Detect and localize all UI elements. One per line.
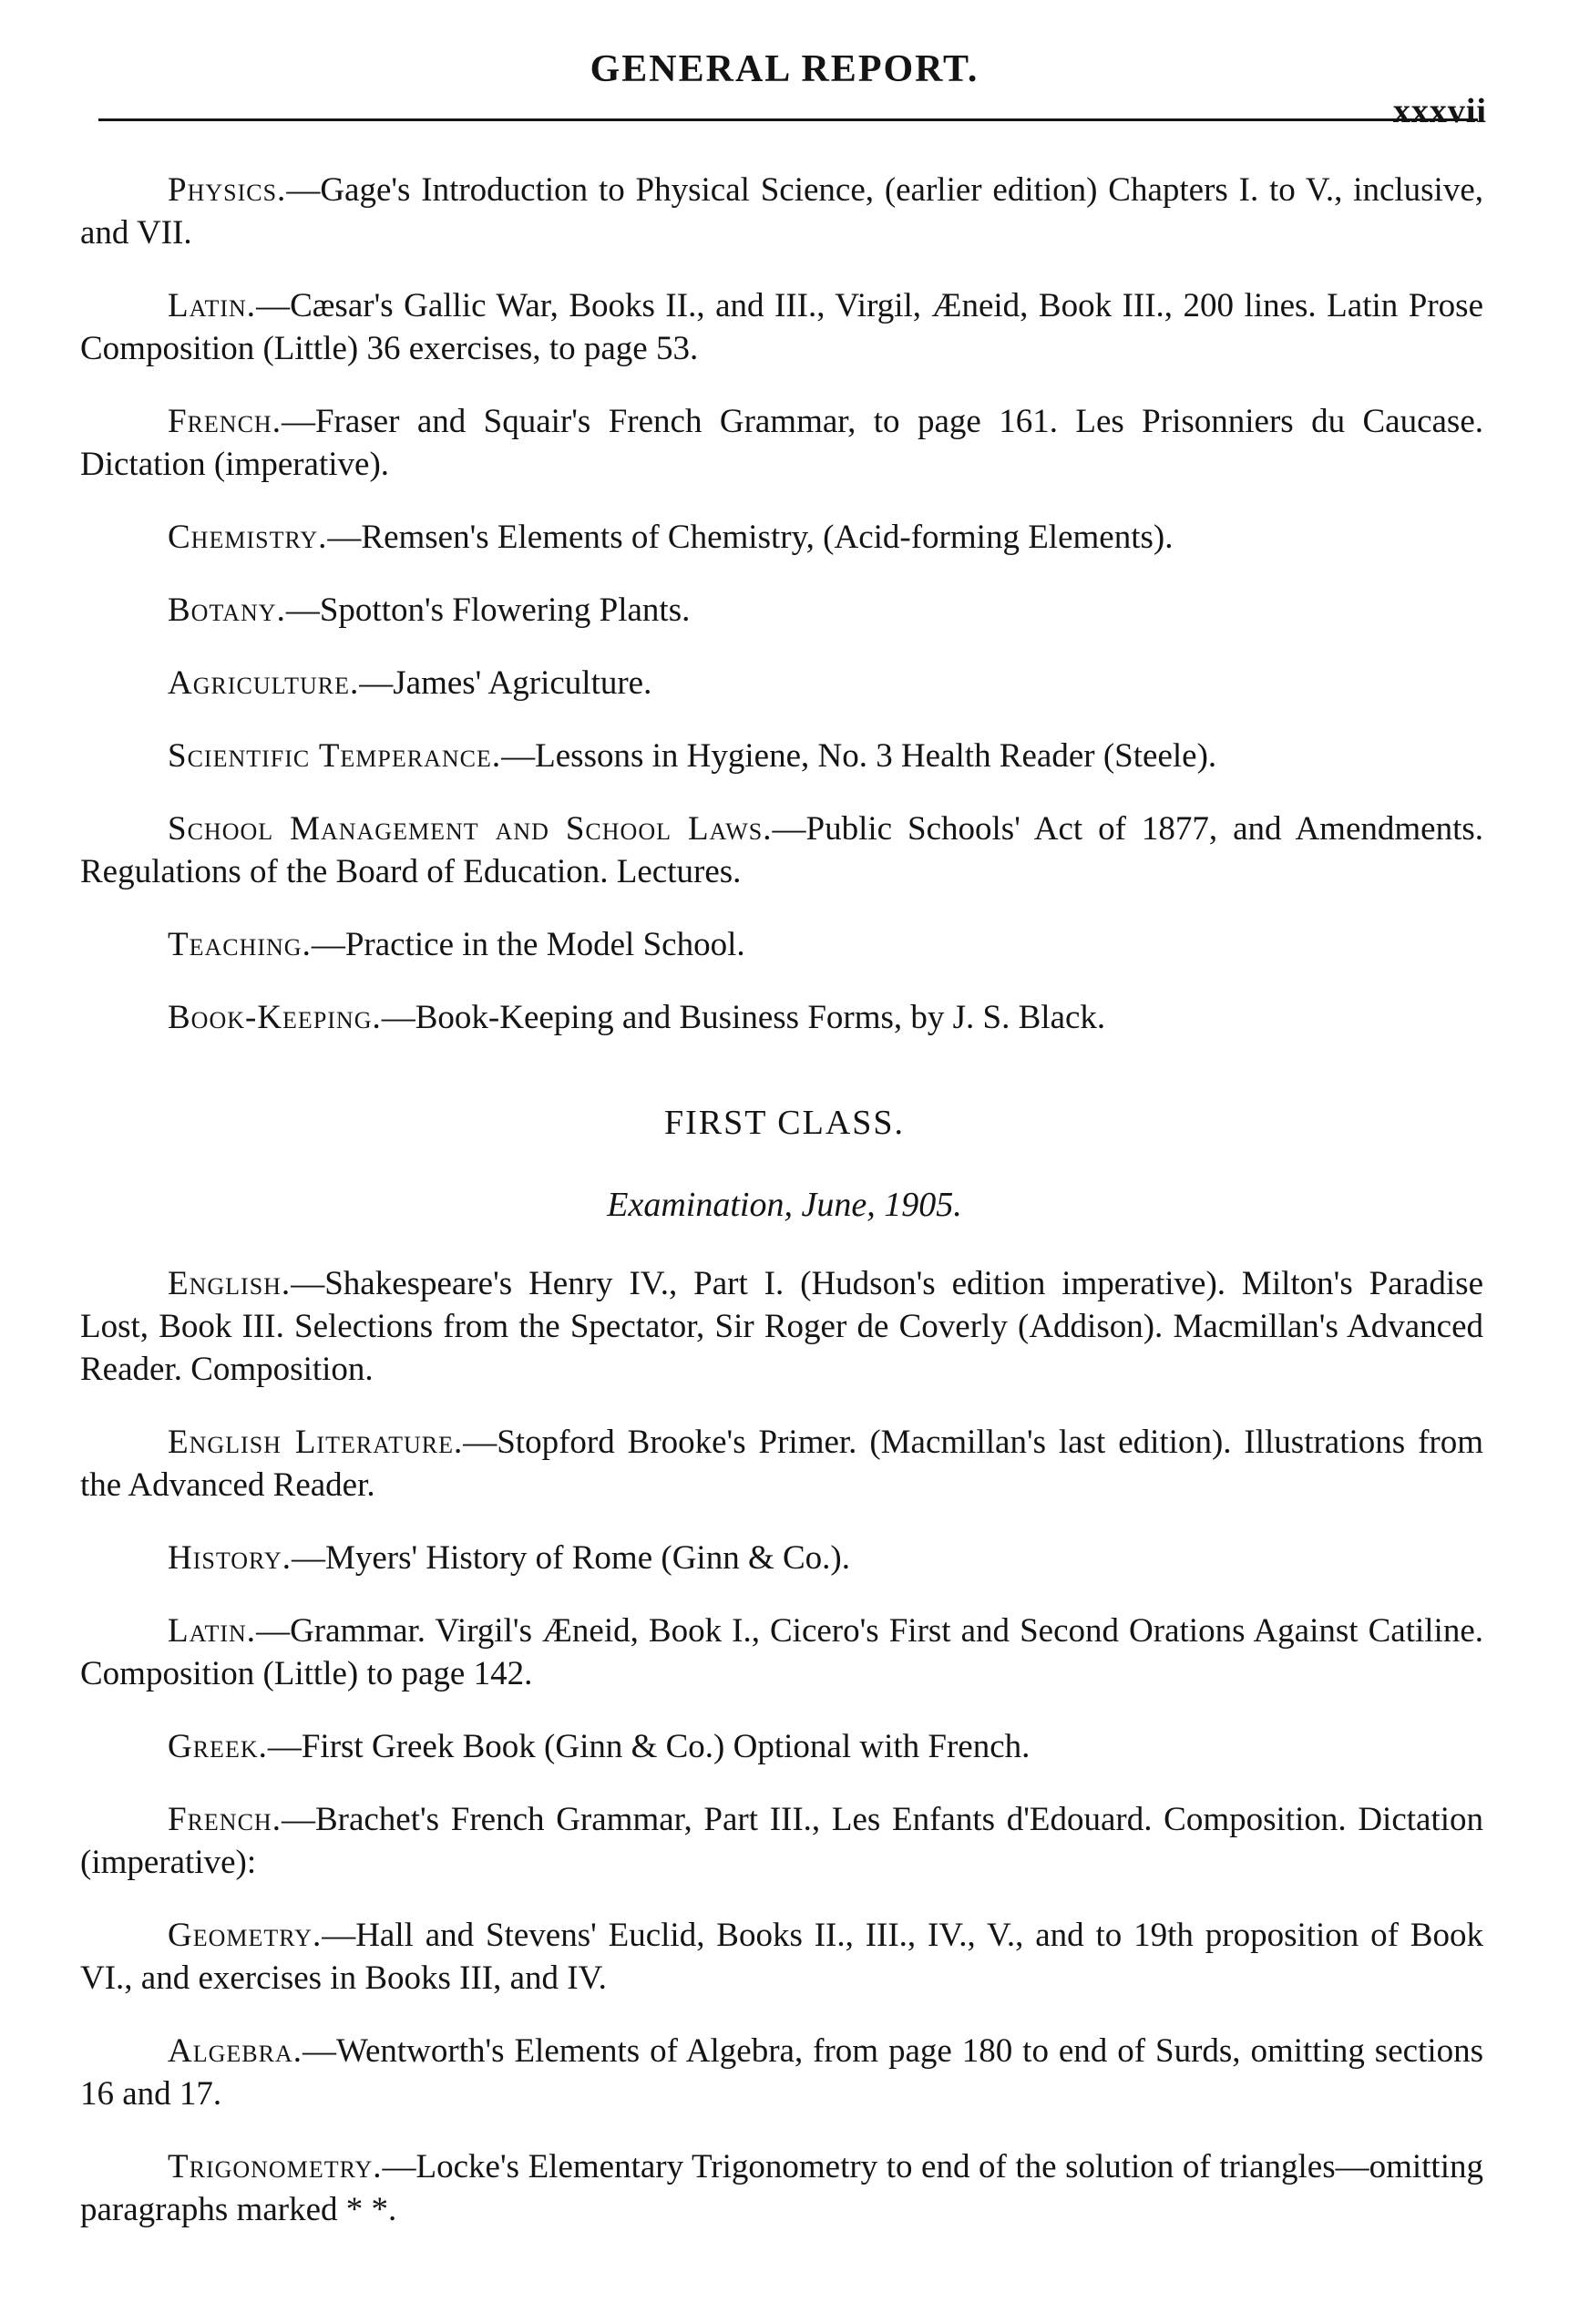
running-title: GENERAL REPORT. [590, 48, 979, 90]
course-list-upper [80, 169, 1483, 1069]
course-text: —Cæsar's Gallic War, Books II., and III., Virgil, Æneid, Book III., 200 lines. Latin Prose Composition (Little) 36 exercises, to page 53. [80, 287, 1483, 367]
course-entry-scientific-temperance [80, 735, 1483, 777]
course-text: —First Greek Book (Ginn & Co.) Optional with French. [267, 1728, 1031, 1765]
running-head [0, 47, 1569, 130]
course-entry-geometry [80, 1914, 1483, 2000]
course-text: —Gage's Introduction to Physical Science, (earlier edition) Chapters I. to V., inclusive, and VII. [80, 171, 1483, 252]
subject-heading: Latin. [168, 287, 257, 324]
course-text: —Shakespeare's Henry IV., Part I. (Hudson's edition imperative). Milton's Paradise Lost, Book III. Selections from the Spectator, Sir Roger de Coverly (Addison). Macmillan's Advanced Reader. Composition. [80, 1265, 1483, 1388]
subject-heading: Physics. [168, 171, 287, 209]
course-text: —Remsen's Elements of Chemistry, (Acid-forming Elements). [327, 519, 1174, 556]
course-text: —Hall and Stevens' Euclid, Books II., III., IV., V., and to 19th proposition of Book VI., and exercises in Books III, and IV. [80, 1917, 1483, 1997]
subject-heading: French. [168, 403, 282, 440]
course-entry-latin [80, 1609, 1483, 1695]
course-text: —Grammar. Virgil's Æneid, Book I., Cicero's First and Second Orations Against Catiline. Composition (Little) to page 142. [80, 1612, 1483, 1692]
course-text: —Wentworth's Elements of Algebra, from page 180 to end of Surds, omitting sections 16 and 17. [80, 2032, 1483, 2113]
course-text: —Book-Keeping and Business Forms, by J. S. Black. [381, 999, 1106, 1036]
subject-heading: Greek. [168, 1728, 268, 1765]
course-entry-agriculture [80, 662, 1483, 704]
subject-heading: English Literature. [168, 1424, 464, 1461]
course-text: —Fraser and Squair's French Grammar, to page 161. Les Prisonniers du Caucase. Dictation (imperative). [80, 403, 1483, 483]
course-text: —Practice in the Model School. [311, 926, 745, 963]
subject-heading: Agriculture. [168, 664, 360, 702]
subject-heading: Latin. [168, 1612, 257, 1650]
course-entry-greek [80, 1725, 1483, 1768]
subject-heading: History. [168, 1539, 292, 1577]
course-text: —Myers' History of Rome (Ginn & Co.). [291, 1539, 850, 1577]
course-entry-algebra [80, 2030, 1483, 2115]
course-entry-school-management [80, 807, 1483, 893]
subject-heading: Algebra. [168, 2032, 303, 2070]
course-text: —Stopford Brooke's Primer. (Macmillan's last edition). Illustrations from the Advanced Reader. [80, 1424, 1484, 1504]
course-text: —Brachet's French Grammar, Part III., Les Enfants d'Edouard. Composition. Dictation (imperative): [80, 1801, 1483, 1881]
subject-heading: Scientific Temperance. [168, 737, 502, 775]
subject-heading: French. [168, 1801, 282, 1838]
page-number: xxxvii [1392, 92, 1487, 130]
subject-heading: Trigonometry. [168, 2148, 383, 2185]
exam-date: Examination, June, 1905. [607, 1186, 962, 1224]
course-entry-french [80, 1798, 1483, 1884]
subject-heading: School Management and School Laws. [168, 810, 773, 848]
course-entry-chemistry [80, 516, 1483, 559]
course-list-first-class [80, 1262, 1483, 2261]
section-heading: FIRST CLASS. [663, 1104, 906, 1142]
course-text: —Locke's Elementary Trigonometry to end of the solution of triangles—omitting paragraphs marked * *. [80, 2148, 1483, 2228]
course-entry-trigonometry [80, 2145, 1483, 2231]
subject-heading: Botany. [168, 591, 286, 629]
course-text: —Lessons in Hygiene, No. 3 Health Reader (Steele). [501, 737, 1217, 775]
course-text: —Spotton's Flowering Plants. [285, 591, 691, 629]
subject-heading: Teaching. [168, 926, 312, 963]
course-entry-physics [80, 169, 1483, 254]
header-rule [98, 118, 1478, 121]
course-entry-teaching [80, 923, 1483, 966]
course-entry-english [80, 1262, 1483, 1391]
course-entry-botany [80, 589, 1483, 632]
course-text: —Public Schools' Act of 1877, and Amendments. Regulations of the Board of Education. Lectures. [80, 810, 1484, 890]
course-entry-english-literature [80, 1421, 1483, 1506]
course-entry-french [80, 400, 1483, 486]
subject-heading: English. [168, 1265, 292, 1302]
subject-heading: Geometry. [168, 1917, 323, 1954]
subject-heading: Chemistry. [168, 519, 328, 556]
course-entry-latin [80, 284, 1483, 370]
course-entry-book-keeping [80, 996, 1483, 1039]
subject-heading: Book-Keeping. [168, 999, 382, 1036]
course-entry-history [80, 1537, 1483, 1579]
course-text: —James' Agriculture. [359, 664, 652, 702]
